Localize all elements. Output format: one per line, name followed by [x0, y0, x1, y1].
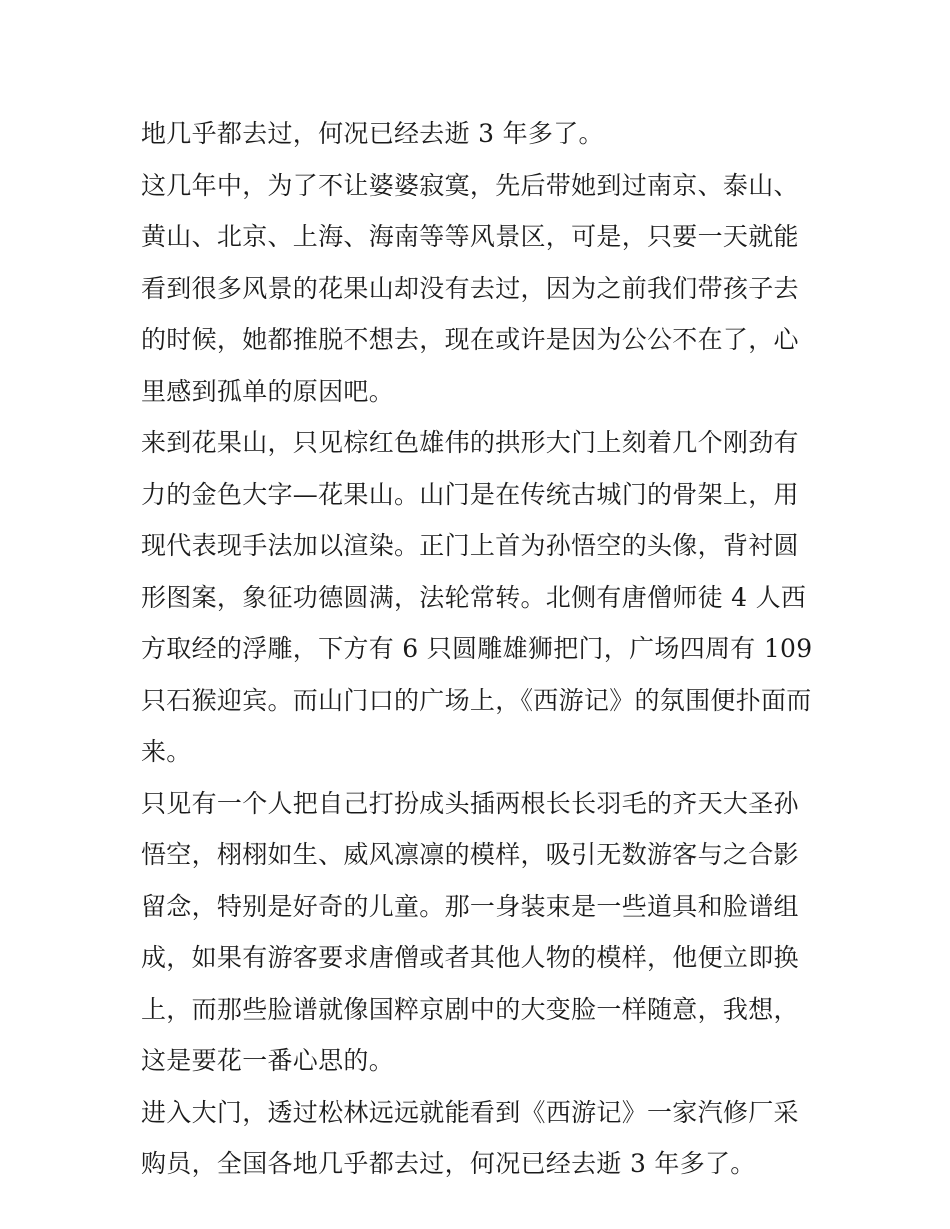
paragraph-4: 只见有一个人把自己打扮成头插两根长长羽毛的齐天大圣孙悟空，栩栩如生、威风凛凛的模样，吸引无数游客与之合影留念，特别是好奇的儿童。那一身装束是一些道具和脸谱组成，如果有游客要求唐僧或者其他人物的模样，他便立即换上，而那些脸谱就像国粹京剧中的大变脸一样随意，我想，这是要花一番心思的。: [141, 788, 799, 1075]
paragraph-3: 来到花果山，只见棕红色雄伟的拱形大门上刻着几个刚劲有力的金色大字—花果山。山门是在传统古城门的骨架上，用现代表现手法加以渲染。正门上首为孙悟空的头像，背衬圆形图案，象征功德圆满，法轮常转。北侧有唐僧师徒 4 人西方取经的浮雕，下方有 6 只圆雕雄狮把门，广场四周有 109 只石猴迎宾。而山门口的广场上，《西游记》的氛围便扑面而来。: [141, 428, 813, 766]
paragraph-2: 这几年中，为了不让婆婆寂寞，先后带她到过南京、泰山、黄山、北京、上海、海南等等风景区，可是，只要一天就能看到很多风景的花果山却没有去过，因为之前我们带孩子去的时候，她都推脱不想去，现在或许是因为公公不在了，心里感到孤单的原因吧。: [141, 170, 799, 406]
document-body: [141, 108, 813, 1190]
paragraph-5: 进入大门，透过松林远远就能看到《西游记》一家汽修厂采购员，全国各地几乎都去过，何况已经去逝 3 年多了。: [141, 1097, 799, 1178]
paragraph-1: 地几乎都去过，何况已经去逝 3 年多了。: [141, 119, 604, 148]
